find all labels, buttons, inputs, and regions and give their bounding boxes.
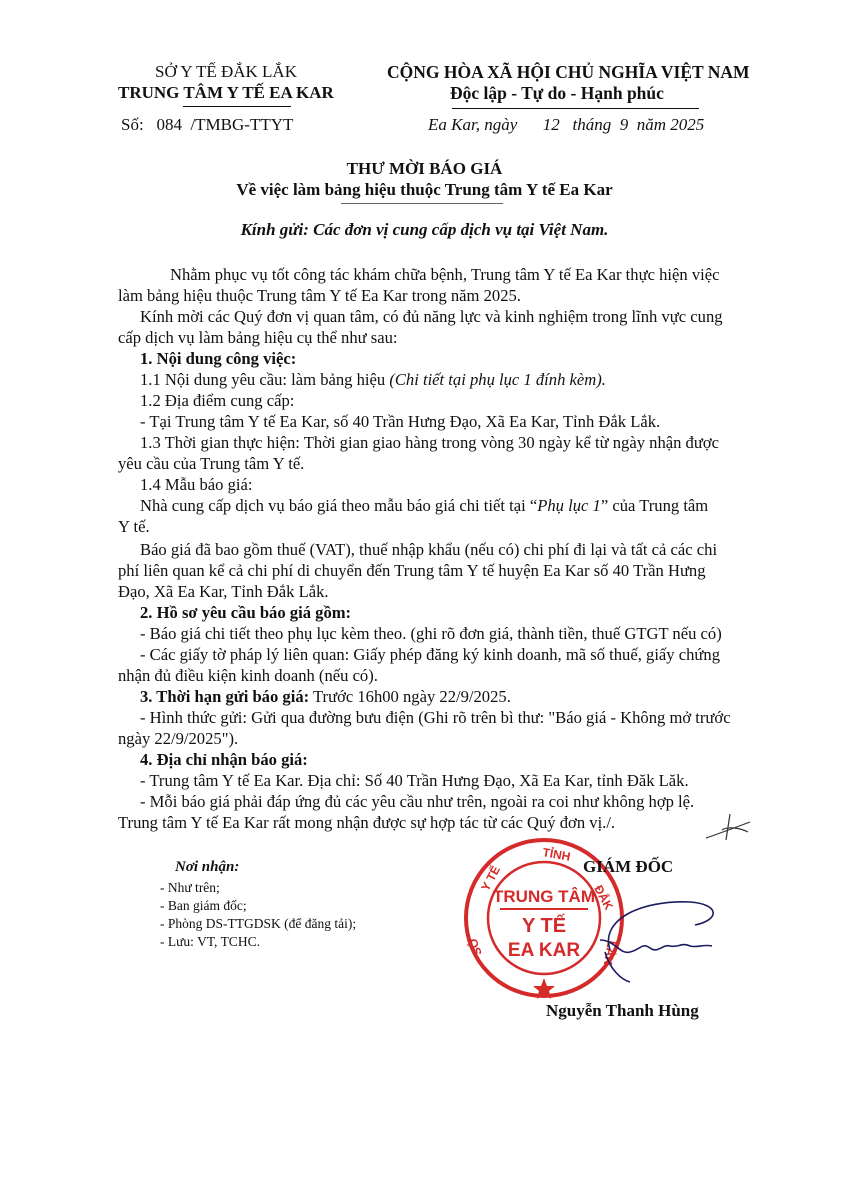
section-4-line-2: - Mỗi báo giá phải đáp ứng đủ các yêu cầu như trên, ngoài ra coi như không hợp lệ. <box>140 792 695 811</box>
para-1-line-1: Nhằm phục vụ tốt công tác khám chữa bệnh, Trung tâm Y tế Ea Kar thực hiện việc <box>170 265 720 284</box>
svg-text:TỈNH: TỈNH <box>541 845 572 864</box>
section-1-title: 1. Nội dung công việc: <box>140 349 297 368</box>
recipients-label: Nơi nhận: <box>175 859 240 875</box>
section-1-1 <box>140 370 606 390</box>
place-date-label: Ea Kar, ngày <box>428 115 518 134</box>
para-2-line-2: cấp dịch vụ làm bảng hiệu cụ thể như sau: <box>118 328 398 347</box>
date-year: 2025 <box>670 115 705 134</box>
svg-text:LẮK: LẮK <box>600 939 619 967</box>
place-date <box>428 115 704 135</box>
recipient-item: - Như trên; <box>160 880 220 895</box>
section-1-3-line-1: 1.3 Thời gian thực hiện: Thời gian giao hàng trong vòng 30 ngày kể từ ngày nhận được <box>140 433 719 452</box>
section-1-5-line-1: Báo giá đã bao gồm thuế (VAT), thuế nhập khẩu (nếu có) chi phí đi lại và tất cả các chi <box>140 540 718 559</box>
section-3-line-2: ngày 22/9/2025"). <box>118 729 239 748</box>
date-month-label: tháng <box>572 115 612 134</box>
section-1-3-line-2: yêu cầu của Trung tâm Y tế. <box>118 454 305 473</box>
section-1-4-line-1 <box>140 496 708 516</box>
section-2-line-1: - Báo giá chi tiết theo phụ lục kèm theo. (ghi rõ đơn giá, thành tiền, thuế GTGT nếu có) <box>140 624 722 643</box>
section-1-1-text: 1.1 Nội dung yêu cầu: làm bảng hiệu <box>140 370 390 389</box>
section-3-heading: 3. Thời hạn gửi báo giá: <box>140 687 310 706</box>
section-1-5-line-2: phí liên quan kể cả chi phí di chuyển đến Trung tâm Y tế huyện Ea Kar số 40 Trần Hưng <box>118 561 706 580</box>
section-2-line-2: - Các giấy tờ pháp lý liên quan: Giấy phép đăng ký kinh doanh, mã số thuế, giấy chứng <box>140 645 720 664</box>
section-1-2-detail: - Tại Trung tâm Y tế Ea Kar, số 40 Trần Hưng Đạo, Xã Ea Kar, Tỉnh Đắk Lắk. <box>140 412 661 431</box>
section-1-4-line-2: Y tế. <box>118 517 150 536</box>
section-1-1-note: (Chi tiết tại phụ lục 1 đính kèm). <box>389 370 606 389</box>
doc-number-value: 084 <box>156 115 182 134</box>
section-1-2: 1.2 Địa điểm cung cấp: <box>140 391 295 410</box>
section-1-4-appendix: Phụ lục 1 <box>537 496 601 515</box>
seal-line-2: Y TẾ <box>521 915 567 937</box>
section-4-title: 4. Địa chỉ nhận báo giá: <box>140 750 308 769</box>
seal-line-3: EA KAR <box>507 940 581 961</box>
section-2-title: 2. Hồ sơ yêu cầu báo giá gồm: <box>140 603 352 622</box>
date-month: 9 <box>619 115 629 134</box>
handwritten-signature <box>570 880 740 990</box>
recipient-item: - Lưu: VT, TCHC. <box>160 934 260 949</box>
date-year-label: năm <box>636 115 667 134</box>
motto-underline <box>452 108 699 109</box>
agency-underline <box>183 106 291 107</box>
section-1-4: 1.4 Mẫu báo giá: <box>140 475 253 494</box>
svg-text:SỞ: SỞ <box>465 935 485 958</box>
doc-number-prefix: Số: <box>121 115 144 134</box>
signer-position: GIÁM ĐỐC <box>583 857 674 876</box>
section-3-title <box>140 687 511 707</box>
subject-underline <box>341 203 503 204</box>
letter-title: THƯ MỜI BÁO GIÁ <box>346 159 503 178</box>
para-1-line-2: làm bảng hiệu thuộc Trung tâm Y tế Ea Kar trong năm 2025. <box>118 286 521 305</box>
section-1-4-text-a: Nhà cung cấp dịch vụ báo giá theo mẫu báo giá chi tiết tại “ <box>140 496 538 515</box>
letter-subject: Về việc làm bảng hiệu thuộc Trung tâm Y tế Ea Kar <box>236 180 613 199</box>
motto: Độc lập - Tự do - Hạnh phúc <box>450 83 664 103</box>
doc-number-suffix: /TMBG-TTYT <box>190 115 294 134</box>
agency-parent: SỞ Y TẾ ĐẮK LẮK <box>155 62 297 81</box>
section-4-line-1: - Trung tâm Y tế Ea Kar. Địa chỉ: Số 40 Trần Hưng Đạo, Xã Ea Kar, tỉnh Đăk Lăk. <box>140 771 689 790</box>
signer-name: Nguyễn Thanh Hùng <box>546 1001 699 1020</box>
svg-text:Y TẾ: Y TẾ <box>478 863 504 894</box>
svg-text:ĐẮK: ĐẮK <box>591 882 616 913</box>
section-1-5-line-3: Đạo, Xã Ea Kar, Tỉnh Đắk Lắk. <box>118 582 329 601</box>
section-2-line-3: nhận đủ điều kiện kinh doanh (nếu có). <box>118 666 378 685</box>
section-3-line-1: - Hình thức gửi: Gửi qua đường bưu điện (Ghi rõ trên bì thư: "Báo giá - Không mở trước <box>140 708 731 727</box>
seal-line-1: TRUNG TÂM <box>493 887 595 906</box>
greeting: Kính gửi: Các đơn vị cung cấp dịch vụ tại Việt Nam. <box>240 220 609 239</box>
para-2-line-1: Kính mời các Quý đơn vị quan tâm, có đủ năng lực và kinh nghiệm trong lĩnh vực cung <box>140 307 723 326</box>
nation-title: CỘNG HÒA XÃ HỘI CHỦ NGHĨA VIỆT NAM <box>387 62 750 82</box>
recipient-item: - Ban giám đốc; <box>160 898 247 913</box>
closing-line: Trung tâm Y tế Ea Kar rất mong nhận được sự hợp tác từ các Quý đơn vị./. <box>118 813 616 832</box>
date-day: 12 <box>542 115 560 134</box>
agency-name: TRUNG TÂM Y TẾ EA KAR <box>118 83 334 102</box>
recipient-item: - Phòng DS-TTGDSK (để đăng tải); <box>160 916 357 931</box>
doc-number <box>121 115 293 135</box>
section-3-deadline: Trước 16h00 ngày 22/9/2025. <box>309 687 511 706</box>
initial-mark <box>700 810 760 846</box>
section-1-4-text-c: ” của Trung tâm <box>600 496 709 515</box>
